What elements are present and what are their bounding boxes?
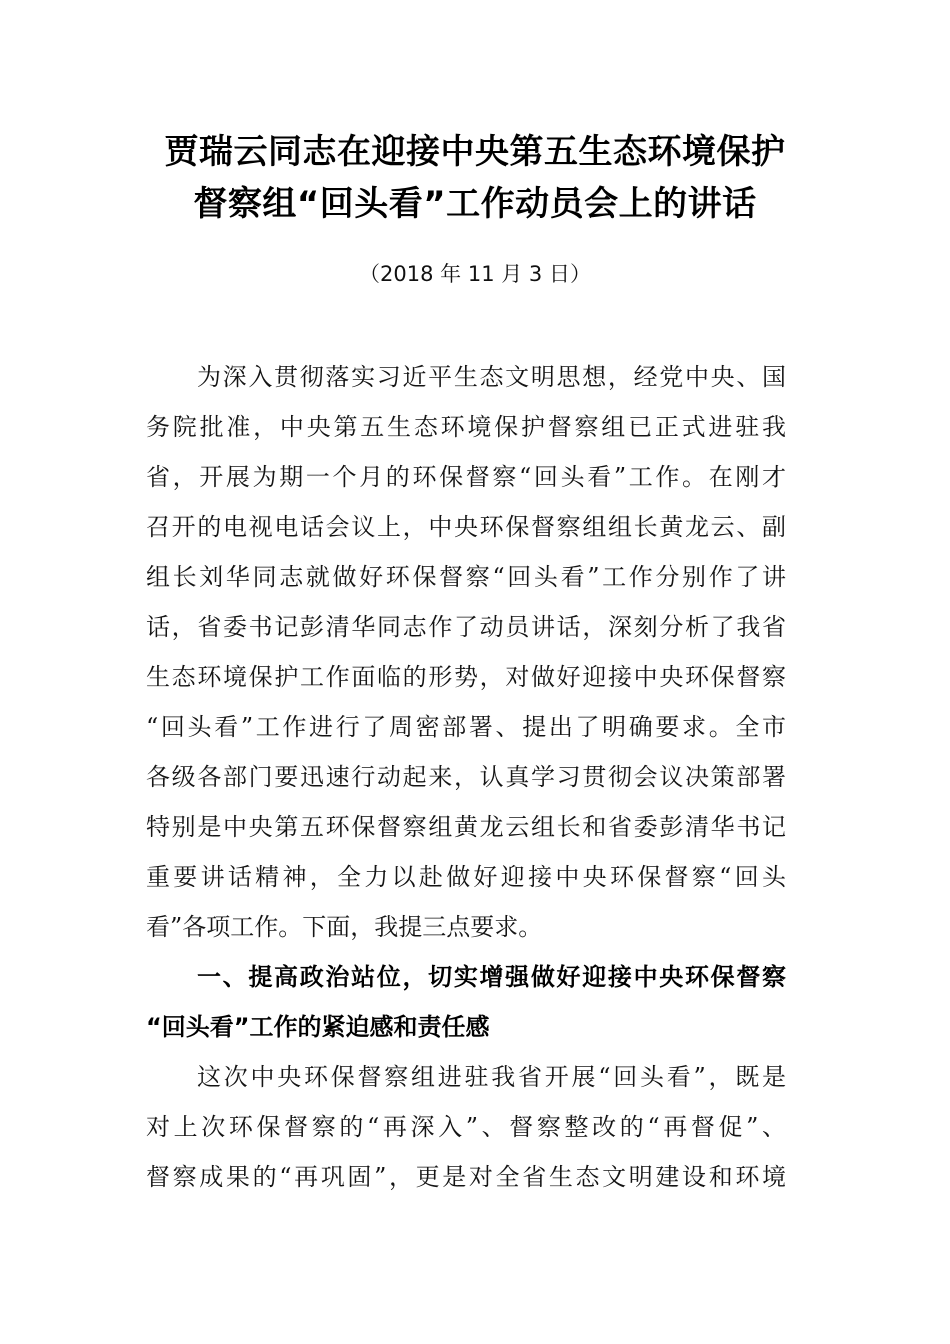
paragraph-1-line: “回头看”工作进行了周密部署、提出了明确要求。全市 [146,713,786,741]
paragraph-1-line: 各级各部门要迅速行动起来，认真学习贯彻会议决策部署 [146,763,786,791]
section-heading-line: 一、提高政治站位，切实增强做好迎接中央环保督察 [197,963,786,991]
paragraph-1-line: 话，省委书记彭清华同志作了动员讲话，深刻分析了我省 [146,613,786,641]
title-line-1: 贾瑞云同志在迎接中央第五生态环境保护 [164,132,786,172]
paragraph-1-line: 生态环境保护工作面临的形势，对做好迎接中央环保督察 [146,663,786,691]
paragraph-1-line: 特别是中央第五环保督察组黄龙云组长和省委彭清华书记 [146,813,786,841]
paragraph-1-line: 务院批准，中央第五生态环境保护督察组已正式进驻我 [146,413,786,441]
paragraph-1-line: 为深入贯彻落实习近平生态文明思想，经党中央、国 [197,363,786,391]
paragraph-1-line: 召开的电视电话会议上，中央环保督察组组长黄龙云、副 [146,513,786,541]
paragraph-1-line: 重要讲话精神，全力以赴做好迎接中央环保督察“回头 [146,863,786,891]
document-body [146,352,786,1202]
paragraph-1-line: 省，开展为期一个月的环保督察“回头看”工作。在刚才 [146,463,786,491]
document-date: （2018 年 11 月 3 日） [359,262,591,286]
document-title [100,126,850,230]
section-heading-line: “回头看”工作的紧迫感和责任感 [146,1013,490,1041]
paragraph-2-line: 这次中央环保督察组进驻我省开展“回头看”，既是 [197,1063,786,1091]
paragraph-1-line: 组长刘华同志就做好环保督察“回头看”工作分别作了讲 [146,563,786,591]
paragraph-1-line: 看”各项工作。下面，我提三点要求。 [146,913,543,941]
paragraph-2-line: 督察成果的“再巩固”，更是对全省生态文明建设和环境 [146,1163,786,1191]
title-line-2: 督察组“回头看”工作动员会上的讲话 [193,184,757,224]
paragraph-2-line: 对上次环保督察的“再深入”、督察整改的“再督促”、 [146,1113,786,1141]
